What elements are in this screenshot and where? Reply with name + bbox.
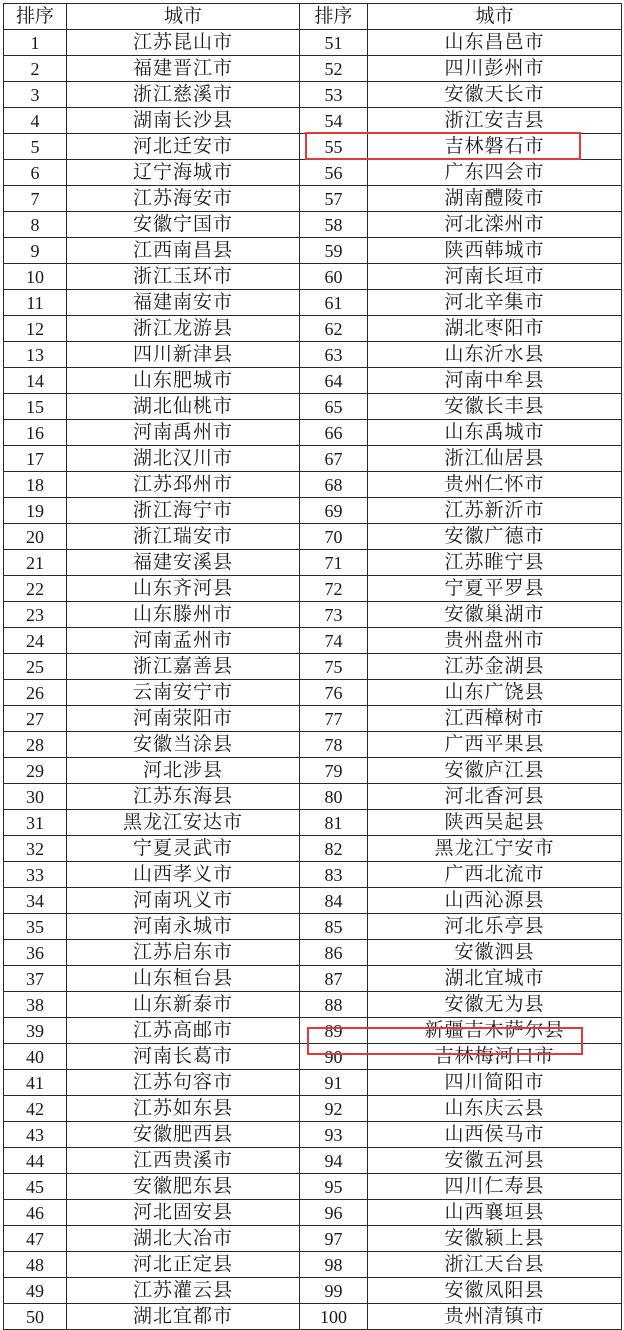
city-right-cell: 广西平果县	[368, 732, 622, 758]
rank-left-cell: 10	[4, 264, 67, 290]
city-left-cell: 浙江龙游县	[67, 316, 300, 342]
rank-left-cell: 35	[4, 914, 67, 940]
table-row	[4, 1122, 622, 1148]
table-row	[4, 628, 622, 654]
table-row	[4, 212, 622, 238]
city-right-cell: 贵州清镇市	[368, 1304, 622, 1330]
table-row	[4, 498, 622, 524]
table-row	[4, 940, 622, 966]
rank-left-cell: 42	[4, 1096, 67, 1122]
city-right-cell: 贵州盘州市	[368, 628, 622, 654]
rank-right-cell: 81	[300, 810, 368, 836]
city-right-cell: 广西北流市	[368, 862, 622, 888]
rank-right-cell: 74	[300, 628, 368, 654]
rank-right-cell: 69	[300, 498, 368, 524]
city-right-cell: 江苏金湖县	[368, 654, 622, 680]
city-right-cell: 山西襄垣县	[368, 1200, 622, 1226]
rank-right-cell: 61	[300, 290, 368, 316]
city-right-cell: 江西樟树市	[368, 706, 622, 732]
rank-left-cell: 14	[4, 368, 67, 394]
rank-left-cell: 22	[4, 576, 67, 602]
rank-right-cell: 53	[300, 82, 368, 108]
table-row	[4, 368, 622, 394]
rank-right-cell: 56	[300, 160, 368, 186]
rank-left-cell: 17	[4, 446, 67, 472]
city-left-cell: 安徽肥西县	[67, 1122, 300, 1148]
table-row	[4, 576, 622, 602]
rank-right-cell: 89	[300, 1018, 368, 1044]
table-row	[4, 82, 622, 108]
rank-right-cell: 83	[300, 862, 368, 888]
rank-right-cell: 55	[300, 134, 368, 160]
city-left-cell: 山东肥城市	[67, 368, 300, 394]
rank-left-cell: 28	[4, 732, 67, 758]
table-row	[4, 992, 622, 1018]
rank-left-cell: 2	[4, 56, 67, 82]
table-row	[4, 1044, 622, 1070]
rank-left-cell: 23	[4, 602, 67, 628]
city-left-cell: 安徽当涂县	[67, 732, 300, 758]
city-right-cell: 安徽长丰县	[368, 394, 622, 420]
table-row	[4, 134, 622, 160]
city-right-cell: 河南长垣市	[368, 264, 622, 290]
city-left-cell: 河北正定县	[67, 1252, 300, 1278]
rank-right-cell: 82	[300, 836, 368, 862]
table-row	[4, 654, 622, 680]
rank-right-cell: 86	[300, 940, 368, 966]
table-row	[4, 1252, 622, 1278]
city-left-cell: 河北迁安市	[67, 134, 300, 160]
table-row	[4, 1226, 622, 1252]
table-row	[4, 914, 622, 940]
city-left-cell: 河南长葛市	[67, 1044, 300, 1070]
rank-right-cell: 63	[300, 342, 368, 368]
table-row	[4, 1148, 622, 1174]
city-right-cell: 安徽泗县	[368, 940, 622, 966]
city-left-cell: 山东桓台县	[67, 966, 300, 992]
city-right-cell: 湖北枣阳市	[368, 316, 622, 342]
rank-left-cell: 37	[4, 966, 67, 992]
table-row	[4, 316, 622, 342]
rank-right-cell: 66	[300, 420, 368, 446]
table-row	[4, 550, 622, 576]
city-right-cell: 安徽五河县	[368, 1148, 622, 1174]
rank-right-cell: 76	[300, 680, 368, 706]
rank-right-cell: 85	[300, 914, 368, 940]
rank-left-cell: 45	[4, 1174, 67, 1200]
rank-right-cell: 100	[300, 1304, 368, 1330]
rank-left-cell: 40	[4, 1044, 67, 1070]
table-row	[4, 524, 622, 550]
rank-left-cell: 31	[4, 810, 67, 836]
rank-right-cell: 65	[300, 394, 368, 420]
city-right-cell: 河北香河县	[368, 784, 622, 810]
rank-left-cell: 19	[4, 498, 67, 524]
city-right-cell: 安徽庐江县	[368, 758, 622, 784]
city-right-cell: 河北乐亭县	[368, 914, 622, 940]
rank-left-cell: 33	[4, 862, 67, 888]
city-left-cell: 安徽宁国市	[67, 212, 300, 238]
city-left-cell: 四川新津县	[67, 342, 300, 368]
city-left-cell: 江苏昆山市	[67, 30, 300, 56]
table-row	[4, 420, 622, 446]
city-right-cell: 河南中牟县	[368, 368, 622, 394]
rank-left-cell: 41	[4, 1070, 67, 1096]
city-right-cell: 江苏睢宁县	[368, 550, 622, 576]
table-row	[4, 784, 622, 810]
rank-right-cell: 97	[300, 1226, 368, 1252]
rank-right-cell: 80	[300, 784, 368, 810]
table-row	[4, 1174, 622, 1200]
city-left-cell: 山东齐河县	[67, 576, 300, 602]
rank-right-cell: 75	[300, 654, 368, 680]
rank-right-cell: 60	[300, 264, 368, 290]
table-row	[4, 446, 622, 472]
rank-left-cell: 46	[4, 1200, 67, 1226]
table-body	[4, 30, 622, 1330]
table-row	[4, 1278, 622, 1304]
city-right-cell: 浙江仙居县	[368, 446, 622, 472]
city-left-cell: 江苏高邮市	[67, 1018, 300, 1044]
table-row	[4, 56, 622, 82]
rank-right-cell: 84	[300, 888, 368, 914]
rank-left-cell: 49	[4, 1278, 67, 1304]
city-right-cell: 安徽巢湖市	[368, 602, 622, 628]
city-right-cell: 安徽无为县	[368, 992, 622, 1018]
city-right-cell: 贵州仁怀市	[368, 472, 622, 498]
rank-left-cell: 7	[4, 186, 67, 212]
rank-left-cell: 15	[4, 394, 67, 420]
city-left-cell: 江苏启东市	[67, 940, 300, 966]
rank-left-cell: 29	[4, 758, 67, 784]
city-left-cell: 云南安宁市	[67, 680, 300, 706]
city-left-cell: 浙江瑞安市	[67, 524, 300, 550]
rank-left-cell: 38	[4, 992, 67, 1018]
city-left-cell: 江西贵溪市	[67, 1148, 300, 1174]
city-left-cell: 山东新泰市	[67, 992, 300, 1018]
city-right-cell: 安徽颍上县	[368, 1226, 622, 1252]
city-right-cell: 四川彭州市	[368, 56, 622, 82]
city-right-cell: 山东沂水县	[368, 342, 622, 368]
rank-right-cell: 87	[300, 966, 368, 992]
table-row	[4, 108, 622, 134]
table-row	[4, 810, 622, 836]
rank-left-cell: 32	[4, 836, 67, 862]
city-left-cell: 湖北大冶市	[67, 1226, 300, 1252]
rank-left-cell: 24	[4, 628, 67, 654]
rank-right-cell: 51	[300, 30, 368, 56]
city-right-cell: 四川仁寿县	[368, 1174, 622, 1200]
city-right-cell: 黑龙江宁安市	[368, 836, 622, 862]
rank-left-cell: 50	[4, 1304, 67, 1330]
rank-right-cell: 64	[300, 368, 368, 394]
city-right-cell: 浙江天台县	[368, 1252, 622, 1278]
city-right-cell: 河北辛集市	[368, 290, 622, 316]
table-row	[4, 30, 622, 56]
rank-left-cell: 30	[4, 784, 67, 810]
city-left-cell: 河南永城市	[67, 914, 300, 940]
table-row	[4, 758, 622, 784]
rank-left-cell: 25	[4, 654, 67, 680]
rank-left-cell: 39	[4, 1018, 67, 1044]
rank-right-cell: 59	[300, 238, 368, 264]
rank-right-cell: 58	[300, 212, 368, 238]
rank-left-cell: 48	[4, 1252, 67, 1278]
table-row	[4, 966, 622, 992]
table-row	[4, 680, 622, 706]
city-header-left: 城市	[67, 4, 300, 30]
rank-right-cell: 71	[300, 550, 368, 576]
rank-left-cell: 8	[4, 212, 67, 238]
rank-left-cell: 21	[4, 550, 67, 576]
city-right-cell: 河北滦州市	[368, 212, 622, 238]
city-right-cell: 安徽凤阳县	[368, 1278, 622, 1304]
rank-right-cell: 94	[300, 1148, 368, 1174]
rank-left-cell: 6	[4, 160, 67, 186]
city-right-cell: 山东昌邑市	[368, 30, 622, 56]
rank-right-cell: 88	[300, 992, 368, 1018]
header-row	[4, 4, 622, 30]
rank-right-cell: 91	[300, 1070, 368, 1096]
table-row	[4, 472, 622, 498]
city-right-cell: 宁夏平罗县	[368, 576, 622, 602]
rank-left-cell: 1	[4, 30, 67, 56]
city-left-cell: 河北涉县	[67, 758, 300, 784]
table-row	[4, 888, 622, 914]
city-right-cell: 湖北宜城市	[368, 966, 622, 992]
rank-right-cell: 70	[300, 524, 368, 550]
city-right-cell: 陕西吴起县	[368, 810, 622, 836]
city-left-cell: 宁夏灵武市	[67, 836, 300, 862]
city-left-cell: 山东滕州市	[67, 602, 300, 628]
city-right-cell: 湖南醴陵市	[368, 186, 622, 212]
rank-left-cell: 20	[4, 524, 67, 550]
city-left-cell: 福建安溪县	[67, 550, 300, 576]
table-row	[4, 342, 622, 368]
city-right-cell: 四川简阳市	[368, 1070, 622, 1096]
rank-right-cell: 67	[300, 446, 368, 472]
rank-right-cell: 96	[300, 1200, 368, 1226]
city-left-cell: 浙江海宁市	[67, 498, 300, 524]
city-left-cell: 河南荥阳市	[67, 706, 300, 732]
rank-left-cell: 18	[4, 472, 67, 498]
rank-right-cell: 57	[300, 186, 368, 212]
rank-right-cell: 54	[300, 108, 368, 134]
city-right-cell: 山东禹城市	[368, 420, 622, 446]
city-left-cell: 江苏邳州市	[67, 472, 300, 498]
city-left-cell: 江苏海安市	[67, 186, 300, 212]
city-header-right: 城市	[368, 4, 622, 30]
rank-header-right: 排序	[300, 4, 368, 30]
rank-right-cell: 52	[300, 56, 368, 82]
city-left-cell: 湖南长沙县	[67, 108, 300, 134]
rank-header-left: 排序	[4, 4, 67, 30]
table-row	[4, 1070, 622, 1096]
city-left-cell: 辽宁海城市	[67, 160, 300, 186]
table-row	[4, 602, 622, 628]
city-right-cell: 新疆吉木萨尔县	[368, 1018, 622, 1044]
table-row	[4, 238, 622, 264]
rank-right-cell: 92	[300, 1096, 368, 1122]
table-row	[4, 394, 622, 420]
city-left-cell: 黑龙江安达市	[67, 810, 300, 836]
table-row	[4, 1200, 622, 1226]
rank-left-cell: 5	[4, 134, 67, 160]
rank-left-cell: 13	[4, 342, 67, 368]
city-right-cell: 山西侯马市	[368, 1122, 622, 1148]
city-left-cell: 山西孝义市	[67, 862, 300, 888]
rank-right-cell: 90	[300, 1044, 368, 1070]
city-left-cell: 河南孟州市	[67, 628, 300, 654]
table-row	[4, 732, 622, 758]
city-left-cell: 江苏句容市	[67, 1070, 300, 1096]
city-left-cell: 浙江嘉善县	[67, 654, 300, 680]
rank-left-cell: 16	[4, 420, 67, 446]
city-right-cell: 江苏新沂市	[368, 498, 622, 524]
rank-left-cell: 3	[4, 82, 67, 108]
rank-right-cell: 95	[300, 1174, 368, 1200]
rank-left-cell: 12	[4, 316, 67, 342]
rank-right-cell: 77	[300, 706, 368, 732]
table-row	[4, 836, 622, 862]
table-row	[4, 264, 622, 290]
table-row	[4, 1018, 622, 1044]
rank-left-cell: 9	[4, 238, 67, 264]
city-right-cell: 陕西韩城市	[368, 238, 622, 264]
city-right-cell: 山西沁源县	[368, 888, 622, 914]
city-left-cell: 江苏如东县	[67, 1096, 300, 1122]
rank-left-cell: 47	[4, 1226, 67, 1252]
city-left-cell: 浙江慈溪市	[67, 82, 300, 108]
rank-left-cell: 27	[4, 706, 67, 732]
rank-right-cell: 73	[300, 602, 368, 628]
city-right-cell: 广东四会市	[368, 160, 622, 186]
rank-right-cell: 62	[300, 316, 368, 342]
rank-left-cell: 26	[4, 680, 67, 706]
rank-right-cell: 78	[300, 732, 368, 758]
rank-left-cell: 11	[4, 290, 67, 316]
city-right-cell: 吉林梅河口市	[368, 1044, 622, 1070]
city-left-cell: 河北固安县	[67, 1200, 300, 1226]
table-row	[4, 1096, 622, 1122]
rank-right-cell: 98	[300, 1252, 368, 1278]
city-left-cell: 安徽肥东县	[67, 1174, 300, 1200]
ranking-table	[3, 3, 622, 1330]
rank-left-cell: 44	[4, 1148, 67, 1174]
table-row	[4, 1304, 622, 1330]
city-right-cell: 安徽天长市	[368, 82, 622, 108]
rank-left-cell: 43	[4, 1122, 67, 1148]
city-left-cell: 浙江玉环市	[67, 264, 300, 290]
city-right-cell: 浙江安吉县	[368, 108, 622, 134]
city-right-cell: 山东庆云县	[368, 1096, 622, 1122]
city-left-cell: 福建南安市	[67, 290, 300, 316]
city-right-cell: 安徽广德市	[368, 524, 622, 550]
city-left-cell: 江苏灌云县	[67, 1278, 300, 1304]
rank-left-cell: 36	[4, 940, 67, 966]
city-left-cell: 湖北宜都市	[67, 1304, 300, 1330]
city-left-cell: 福建晋江市	[67, 56, 300, 82]
city-left-cell: 湖北仙桃市	[67, 394, 300, 420]
table-row	[4, 160, 622, 186]
rank-right-cell: 99	[300, 1278, 368, 1304]
city-right-cell: 山东广饶县	[368, 680, 622, 706]
rank-right-cell: 68	[300, 472, 368, 498]
table-row	[4, 706, 622, 732]
rank-right-cell: 72	[300, 576, 368, 602]
ranking-document	[3, 3, 621, 1327]
rank-left-cell: 4	[4, 108, 67, 134]
table-row	[4, 186, 622, 212]
rank-right-cell: 93	[300, 1122, 368, 1148]
rank-right-cell: 79	[300, 758, 368, 784]
city-left-cell: 江苏东海县	[67, 784, 300, 810]
city-left-cell: 湖北汉川市	[67, 446, 300, 472]
city-left-cell: 江西南昌县	[67, 238, 300, 264]
table-row	[4, 862, 622, 888]
city-left-cell: 河南巩义市	[67, 888, 300, 914]
city-left-cell: 河南禹州市	[67, 420, 300, 446]
city-right-cell: 吉林磐石市	[368, 134, 622, 160]
table-row	[4, 290, 622, 316]
rank-left-cell: 34	[4, 888, 67, 914]
